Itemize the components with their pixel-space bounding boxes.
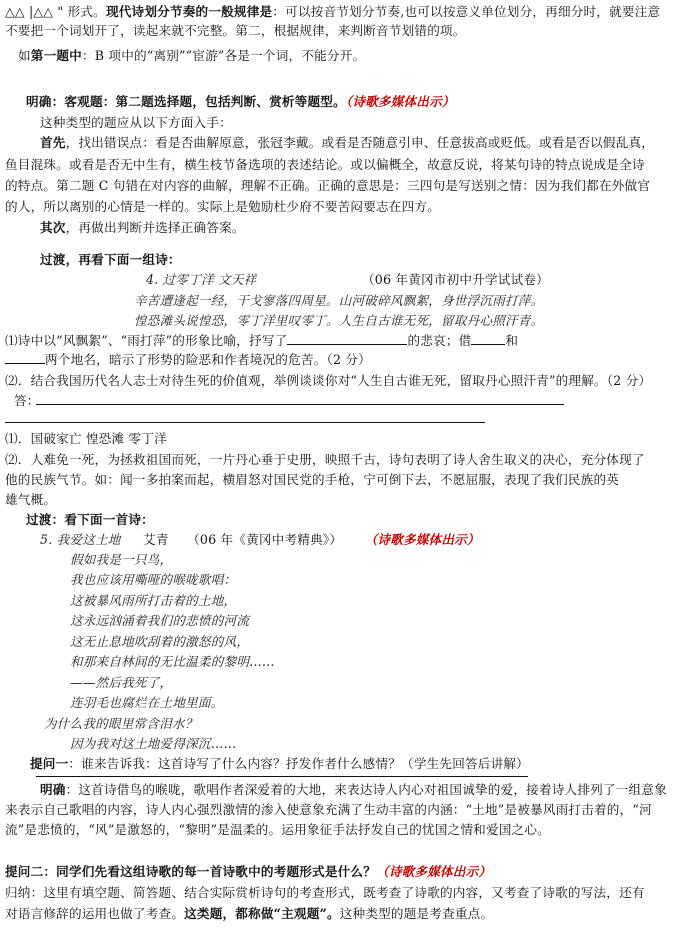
text-line: 不要把一个词划开了，读起来就不完整。第二，根据规律，来判断音节划错的项。: [5, 23, 466, 38]
poem-author: 艾青: [143, 532, 169, 547]
text-segment: ：谁来告诉我：这首诗写了什么内容？抒发作者什么感情？（学生先回答后讲解）: [68, 756, 529, 771]
poem-title: 5. 我爱这土地: [40, 532, 121, 547]
text-line: 的特点。第二题 C 句错在对内容的曲解，理解不正确。正确的意思是：三四句是写送别之情：因为我们都在外做官: [5, 178, 651, 193]
answer-line-text: ⑴．国破家亡 惶恐滩 零丁洋: [5, 431, 167, 446]
section-heading: [26, 92, 455, 111]
text-segment: △△ |△△ " 形式。: [5, 4, 106, 19]
text-segment: 如: [18, 48, 31, 63]
question-line: [5, 331, 518, 350]
poem-line: 这被暴风雨所打击着的土地，: [70, 593, 237, 608]
answer-label: 答：: [14, 393, 40, 408]
poem-line: 为什么我的眼里常含泪水？: [44, 716, 198, 731]
question-line: [30, 754, 529, 773]
text-line: [40, 218, 245, 237]
text-segment: ：可以按音节划分节奏,也可以按意义单位划分，再细分时，就要注意: [272, 4, 661, 19]
text-segment: 这种类型的题是考查重点。: [339, 906, 494, 921]
answer-blank[interactable]: [471, 332, 505, 345]
text-line: 的人，所以离别的心情是一样的。实际上是勉励杜少府不要苦闷要志在四方。: [5, 199, 440, 214]
text-segment: ：B 项中的“离别”“宦游”各是一个词，不能分开。: [81, 48, 366, 63]
answer-line[interactable]: [36, 776, 528, 777]
answer-line-text: 雄气概。: [5, 492, 57, 507]
source-note: （06 年《黄冈中考精典》）: [187, 532, 343, 547]
text-segment: 两个地名，暗示了形势的险恶和作者境况的危苦。（2 分）: [45, 352, 371, 367]
emphasis-text: 明确: [40, 782, 66, 797]
text-segment: ，找出错误点：看是否曲解原意，张冠李戴。或看是否随意引申、任意拔高或贬低。或看是否以假乱真，: [65, 135, 655, 150]
answer-line[interactable]: [36, 404, 564, 405]
text-line: 这种类型的题应从以下方面入手：: [40, 115, 232, 130]
text-line: [5, 904, 493, 923]
poem-line: 假如我是一只鸟，: [70, 552, 173, 567]
section-heading: [5, 862, 491, 881]
emphasis-text: 首先: [40, 135, 66, 150]
media-note: （诗歌多媒体出示）: [376, 864, 492, 879]
question-line: ⑵．结合我国历代名人志士对待生死的价值观，举例谈谈你对“人生自古谁无死，留取丹心照汗青”的理解。（2 分）: [5, 373, 652, 388]
text-line: [40, 780, 667, 799]
section-heading: 过渡：看下面一首诗：: [26, 512, 154, 527]
text-line: [18, 46, 365, 65]
emphasis-text: 这类题，都称做“主观题”。: [184, 906, 340, 921]
text-line: 鱼目混珠。或看是否无中生有，横生枝节备选项的表述结论。或以偏概全，故意反说，将某句诗的特点说成是全诗: [5, 157, 645, 172]
text-segment: ⑴诗中以“风飘絮”、“雨打萍”的形象比喻，抒写了: [5, 333, 288, 348]
text-segment: 和: [505, 333, 519, 348]
answer-line-text: ⑵．人难免一死，为拯救祖国而死，一片丹心垂于史册，映照千古，诗句表明了诗人舍生取义的决心，充分体现了: [5, 452, 645, 467]
text-segment: ：这首诗借鸟的喉咙，歌唱作者深爱着的大地，来表达诗人内心对祖国诚挚的爱，接着诗人排列了一组意象: [65, 782, 667, 797]
poem-line: 连羽毛也腐烂在土地里面。: [70, 695, 224, 710]
text-line: 来表示自己歌唱的内容，诗人内心强烈激情的渗入使意象充满了生动丰富的内涵：“土地”是被暴风雨打击着的，“河: [5, 802, 652, 817]
emphasis-text: 其次: [40, 220, 66, 235]
text-line: [5, 2, 660, 21]
emphasis-text: 第一题中: [30, 48, 82, 63]
answer-blank[interactable]: [287, 332, 407, 345]
poem-line: 我也应该用嘶哑的喉咙歌唱：: [70, 572, 237, 587]
text-line: 流”是悲愤的，“风”是激怒的，“黎明”是温柔的。运用象征手法抒发自己的忧国之情和爱国之心。: [5, 822, 550, 837]
question-line: [5, 350, 371, 369]
heading-text: 提问二：同学们先看这组诗歌的每一首诗歌中的考题形式是什么？: [5, 864, 377, 879]
media-note: （诗歌多媒体出示）: [345, 94, 455, 109]
heading-text: 明确：客观题：第二题选择题，包括判断、赏析等题型。: [26, 94, 346, 109]
poem-line: 这永远汹涌着我们的悲愤的河流: [70, 613, 250, 628]
source-note: （06 年黄冈市初中升学试试卷）: [362, 272, 549, 287]
text-segment: 的悲哀；借: [407, 333, 472, 348]
poem-line: 因为我对这土地爱得深沉……: [70, 736, 237, 751]
text-line: 归纳：这里有填空题、简答题、结合实际赏析诗句的考查形式，既考查了诗歌的内容，又考查了诗歌的写法，还有: [5, 885, 645, 900]
poem-line: 这无止息地吹刮着的激怒的风，: [70, 634, 250, 649]
emphasis-text: 提问一: [30, 756, 69, 771]
poem-line: ——然后我死了，: [70, 675, 173, 690]
answer-line[interactable]: [5, 422, 485, 423]
poem-line: 辛苦遭逢起一经，干戈寥落四周星。山河破碎风飘絮，身世浮沉雨打萍。: [134, 293, 544, 308]
answer-blank[interactable]: [5, 351, 45, 364]
text-line: [40, 133, 654, 152]
poem-line: 惶恐滩头说惶恐，零丁洋里叹零丁。人生自古谁无死，留取丹心照汗青。: [134, 313, 544, 328]
section-heading: 过渡，再看下面一组诗：: [40, 252, 181, 267]
text-segment: ，再做出判断并选择正确答案。: [65, 220, 245, 235]
emphasis-text: 现代诗划分节奏的一般规律是: [105, 4, 273, 19]
poem-title: 4. 过零丁洋 文天祥: [146, 272, 257, 287]
poem-header: [40, 530, 480, 549]
answer-line-text: 他的民族气节。如：闻一多拍案而起，横眉怒对国民党的手枪，宁可倒下去，不愿屈服，表现了我们民族的英: [5, 472, 620, 487]
poem-line: 和那来自林间的无比温柔的黎明……: [70, 654, 275, 669]
text-segment: 对语言修辞的运用也做了考查。: [5, 906, 185, 921]
media-note: （诗歌多媒体出示）: [364, 532, 480, 547]
